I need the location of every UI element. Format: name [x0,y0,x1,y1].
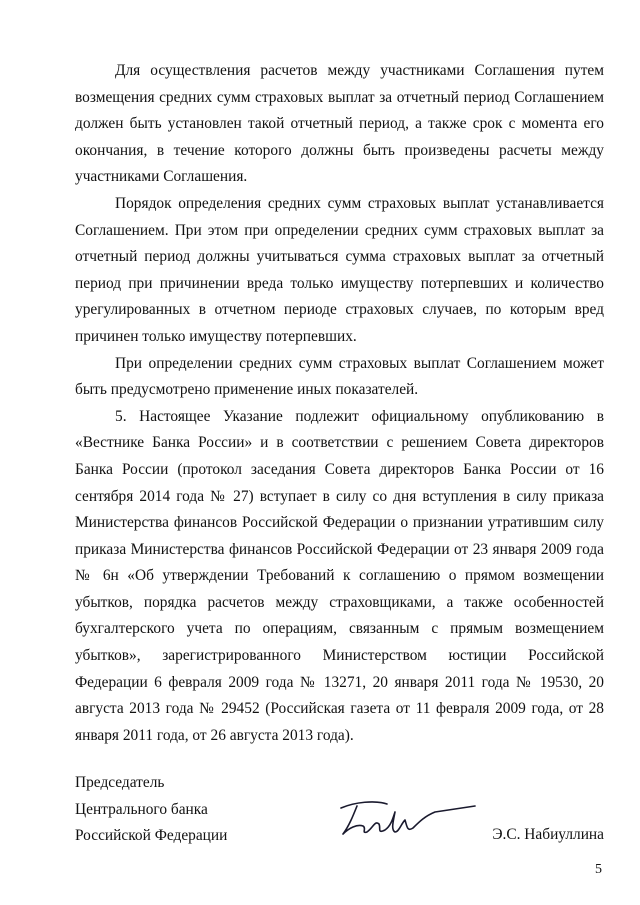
signatory-title [75,770,227,850]
paragraph-settlement-period: Для осуществления расчетов между участниками Соглашения путем возмещения средних сумм страховых выплат за отчетный период Соглашением должен быть установлен такой отчетный период, а также срок с момента его окончания, в течение которого должны быть произведены расчеты между участниками Соглашения. [75,62,604,186]
signatory-title-line: Российской Федерации [75,827,228,845]
page-number: 5 [595,862,602,877]
paragraph-entry-into-force: 5. Настоящее Указание подлежит официальному опубликованию в «Вестнике Банка России» и в соответствии с решением Совета директоров Банка России (протокол заседания Совета директоров Банка России от 16 сентября 2014 года № 27) вступает в силу со дня вступления в силу приказа Министерства финансов Российской Федерации о признании утратившим силу приказа Министерства финансов Российской Федерации от 23 января 2009 года № 6н «Об утверждении Требований к соглашению о прямом возмещении убытков, порядка расчетов между страховщиками, а также особенностей бухгалтерского учета по операциям, связанным с прямым возмещением убытков», зарегистрированного Министерством юстиции Российской Федерации 6 февраля 2009 года № 13271, 20 января 2011 года № 19530, 20 августа 2013 года № 29452 (Российская газета от 11 февраля 2009 года, от 28 января 2011 года, от 26 августа 2013 года). [75,407,604,744]
signature-block [75,770,604,850]
paragraph-other-indicators: При определении средних сумм страховых выплат Соглашением может быть предусмотрено применение иных показателей. [75,354,604,399]
handwritten-signature [335,798,485,838]
signatory-title-line: Центрального банка [75,800,208,818]
document-body [75,58,604,749]
signatory-name: Э.С. Набиуллина [492,826,604,843]
paragraph-average-payments: Порядок определения средних сумм страховых выплат устанавливается Соглашением. При этом при определении средних сумм страховых выплат за отчетный период должны учитываться сумма страховых выплат за отчетный период при причинении вреда только имуществу потерпевших и количество урегулированных в отчетном периоде страховых случаев, по которым вред причинен только имуществу потерпевших. [75,194,604,345]
signatory-title-line: Председатель [75,774,165,791]
